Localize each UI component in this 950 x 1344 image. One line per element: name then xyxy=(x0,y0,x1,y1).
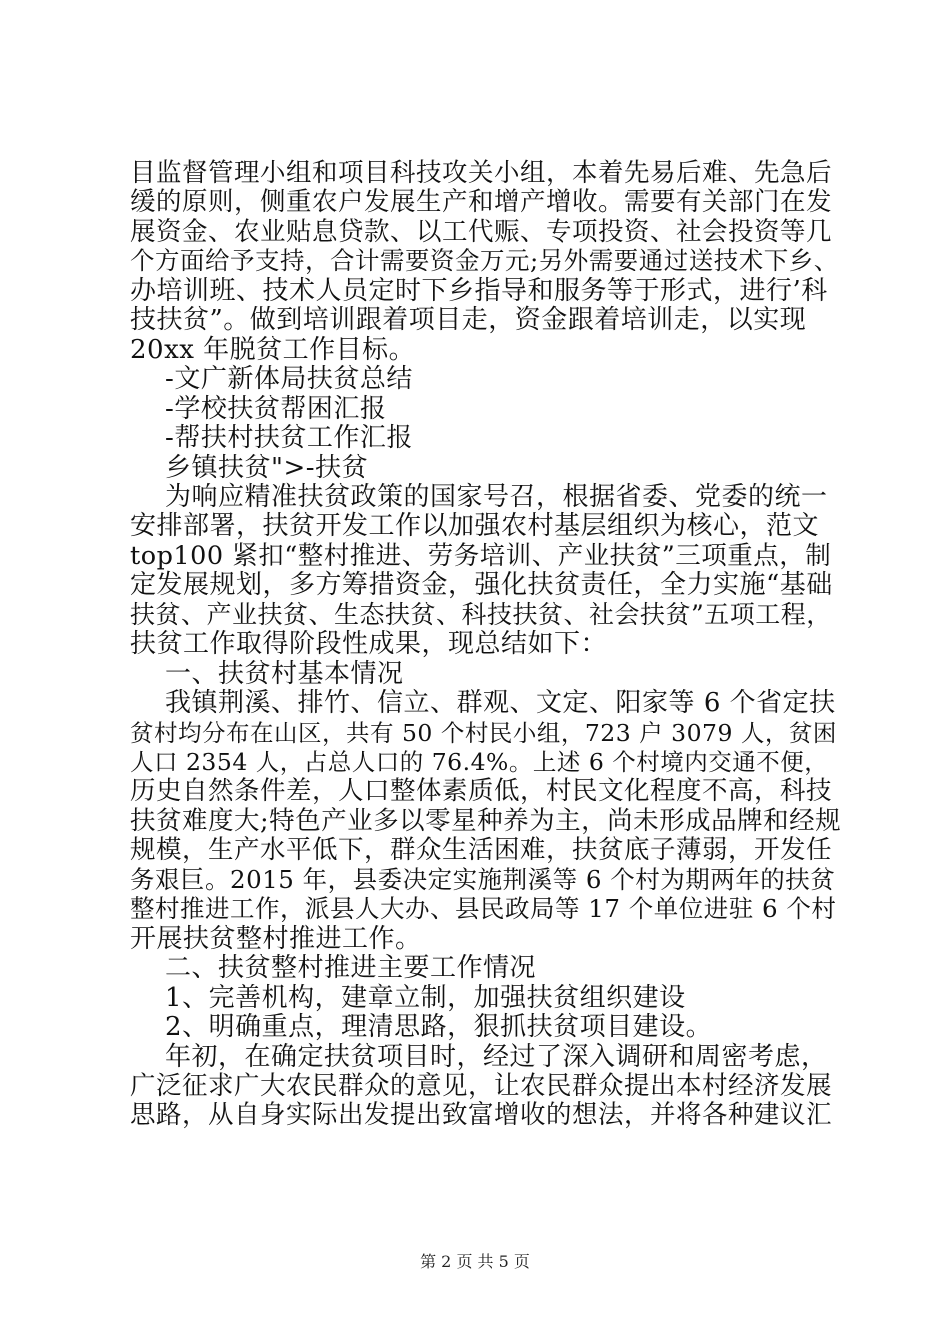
text-line: 技扶贫”。做到培训跟着项目走，资金跟着培训走，以实现 xyxy=(130,305,807,336)
text-line: 规模，生产水平低下，群众生活困难，扶贫底子薄弱，开发任 xyxy=(130,835,833,866)
text-line: 目监督管理小组和项目科技攻关小组，本着先易后难、先急后 xyxy=(130,158,833,188)
text-line: 1、完善机构，建章立制，加强扶贫组织建设 xyxy=(130,982,686,1013)
text-line: 一、扶贫村基本情况 xyxy=(130,658,404,689)
text-line: top100 紧扣“整村推进、劳务培训、产业扶贫”三项重点，制 xyxy=(130,540,832,571)
text-line: -文广新体局扶贫总结 xyxy=(130,364,413,395)
text-line: 办培训班、技术人员定时下乡指导和服务等于形式，进行’科 xyxy=(130,275,828,306)
text-line: 人口 2354 人，占总人口的 76.4%。上述 6 个村境内交通不便， xyxy=(130,748,829,776)
text-line: 定发展规划，多方筹措资金，强化扶贫责任，全力实施“基础 xyxy=(130,570,833,601)
text-line: -帮扶村扶贫工作汇报 xyxy=(130,423,413,454)
page-footer: 第 2 页 共 5 页 xyxy=(420,1252,530,1271)
text-line: 2、明确重点，理清思路，狠抓扶贫项目建设。 xyxy=(130,1012,713,1043)
text-line: 广泛征求广大农民群众的意见，让农民群众提出本村经济发展 xyxy=(130,1070,833,1101)
text-line: 开展扶贫整村推进工作。 xyxy=(130,923,422,954)
text-line: 我镇荆溪、排竹、信立、群观、文定、阳家等 6 个省定扶 xyxy=(130,688,836,719)
text-line: 整村推进工作，派县人大办、县民政局等 17 个单位进驻 6 个村 xyxy=(130,894,837,924)
text-line: 历史自然条件差，人口整体素质低，村民文化程度不高，科技 xyxy=(130,776,833,807)
text-line: 年初，在确定扶贫项目时，经过了深入调研和周密考虑， xyxy=(130,1041,828,1072)
text-line: 贫村均分布在山区，共有 50 个村民小组，723 户 3079 人，贫困 xyxy=(130,718,837,747)
text-line: 个方面给予支持，合计需要资金万元;另外需要通过送技术下乡、 xyxy=(130,246,839,276)
text-line: 展资金、农业贴息贷款、以工代赈、专项投资、社会投资等几 xyxy=(130,216,833,247)
text-line: 扶贫工作取得阶段性成果，现总结如下： xyxy=(130,629,608,660)
text-line: 扶贫、产业扶贫、生态扶贫、科技扶贫、社会扶贫”五项工程， xyxy=(130,599,832,629)
text-line: 安排部署，扶贫开发工作以加强农村基层组织为核心，范文 xyxy=(130,511,820,542)
text-line: -学校扶贫帮困汇报 xyxy=(130,393,387,424)
text-line: 务艰巨。2015 年，县委决定实施荆溪等 6 个村为期两年的扶贫 xyxy=(130,864,836,894)
text-line: 乡镇扶贫">-扶贫 xyxy=(130,452,369,483)
text-line: 二、扶贫整村推进主要工作情况 xyxy=(130,953,537,984)
text-line: 20xx 年脱贫工作目标。 xyxy=(130,334,416,365)
text-line: 扶贫难度大;特色产业多以零星种养为主，尚未形成品牌和经规 xyxy=(130,805,842,836)
text-line: 缓的原则，侧重农户发展生产和增产增收。需要有关部门在发 xyxy=(130,187,833,218)
text-line: 为响应精准扶贫政策的国家号召，根据省委、党委的统一 xyxy=(130,481,828,512)
text-line: 思路，从自身实际出发提出致富增收的想法，并将各种建议汇 xyxy=(130,1100,833,1131)
